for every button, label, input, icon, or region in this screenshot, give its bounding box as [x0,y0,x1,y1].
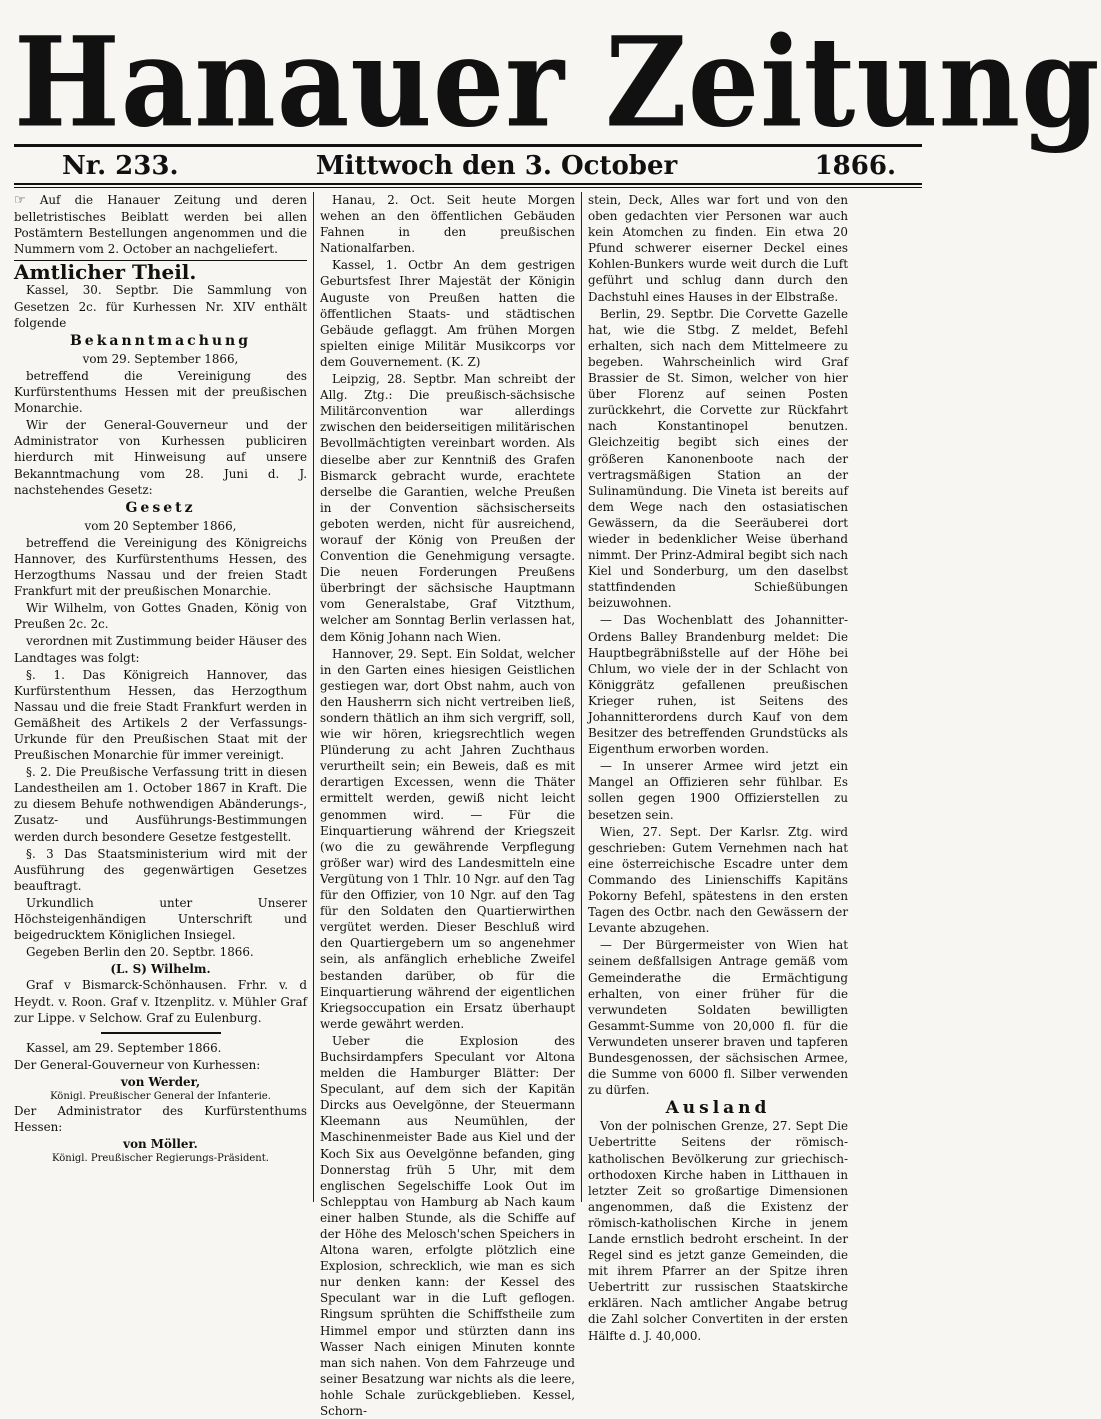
paragraph: verordnen mit Zustimmung beider Häuser des Landtages was folgt: [14,634,307,665]
issue-number: Nr. 233. [62,151,179,181]
gesetz-date: vom 20 September 1866, [84,518,237,533]
paragraph: §. 2. Die Preußische Verfassung tritt in diesen Landestheilen am 1. October 1867 in Kraft. Die zu diesem Behufe nothwendigen Abänderungs-, Zusatz- und Ausführungs-Bestimmungen werden durch besondere Gesetze festgestellt. [14,765,307,844]
paragraph: Graf v Bismarck-Schönhausen. Frhr. v. d Heydt. v. Roon. Graf v. Itzenplitz. v. Mühler Graf zur Lippe. v Selchow. Graf zu Eulenburg. [14,978,307,1025]
article: stein, Deck, Alles war fort und von den oben gedachten vier Personen war auch kein Atomchen zu finden. Ein etwa 20 Pfund schwerer eiserner Deckel eines Kohlen-Bunkers wurde weit durch die Luft geführt und schlug dann durch den Dachstuhl eines Hauses in der Elbstraße. [588,193,848,304]
signature-moeller: von Möller. [123,1137,198,1152]
article: — Das Wochenblatt des Johannitter-Ordens Balley Brandenburg meldet: Die Hauptbegräbnißstelle auf der Höhe bei Chlum, wo viele der in der Schlacht von Königgrätz gefallenen preußischen Krieger ruhen, ist Seitens des Johannitterordens durch Kauf von dem Besitzer des betreffenden Grundstücks als Eigenthum erworben worden. [588,613,848,757]
separator [101,1032,221,1034]
paragraph: Der Administrator des Kurfürstenthums Hessen: [14,1103,307,1135]
section-title-ausland: Ausland [665,1098,771,1119]
article: Wien, 27. Sept. Der Karlsr. Ztg. wird geschrieben: Gutem Vernehmen nach hat eine österreichische Escadre unter dem Commando des Linienschiffs Kapitäns Pokorny Befehl, spätestens in den ersten Tagen des Octbr. nach den Gewässern der Levante abzugehen. [588,824,848,936]
column-3 [582,192,854,1343]
bekanntmachung-heading: Bekanntmachung [69,332,252,349]
paragraph: §. 3 Das Staatsministerium wird mit der Ausführung des gegenwärtigen Gesetzes beauftragt. [14,846,307,893]
article: Von der polnischen Grenze, 27. Sept Die Uebertritte Seitens der römisch-katholischen Bevölkerung zur griechisch-orthodoxen Kirche haben in Litthauen in letzter Zeit so großartige Dimensionen angenommen, daß die Existenz der römisch-katholischen Kirche in jenem Lande ernstlich bedroht erscheint. In der Regel sind es jetzt ganze Gemeinden, die mit ihrem Pfarrer an der Spitze ihren Uebertritt zur russischen Staatskirche erklären. Nach amtlicher Angabe betrug die Zahl solcher Convertiten in der ersten Hälfte d. J. 40,000. [588,1119,848,1343]
article: — In unserer Armee wird jetzt ein Mangel an Offizieren sehr fühlbar. Es sollen gegen 1900 Offizierstellen zu besetzen sein. [588,759,848,822]
section-title-official: Amtlicher Theil. [14,260,197,285]
column-2 [314,192,582,1419]
subscription-notice: ☞ Auf die Hanauer Zeitung und deren belletristisches Beiblatt werden bei allen Postämtern Bestellungen angenommen und die Nummern vom 2. October an nachgeliefert. [14,192,307,261]
article: Leipzig, 28. Septbr. Man schreibt der Allg. Ztg.: Die preußisch-sächsische Militärconvention war allerdings zwischen den beiderseitigen militärischen Bevollmächtigten vereinbart worden. Als dieselbe aber zur Kenntniß des Grafen Bismarck gebracht wurde, erachtete derselbe die Garantien, welche Preußen in der Convention sächsischerseits geboten werden, nicht für ausreichend, worauf der König von Preußen der Convention die Genehmigung versagte. Die neuen Forderungen Preußens überbringt der sächsische Hauptmann vom Generalstabe, Graf Vitzthum, welcher am Sonntag Berlin verlassen hat, dem König Johann nach Wien. [320,372,575,644]
signature-title: Königl. Preußischer Regierungs-Präsident. [52,1153,269,1165]
paragraph: betreffend die Vereinigung des Kurfürstenthums Hessen mit der preußischen Monarchie. [14,368,307,416]
article: Ueber die Explosion des Buchsirdampfers Speculant vor Altona melden die Hamburger Blätter: Der Speculant, auf dem sich der Kapitän Dircks aus Oevelgönne, der Steuermann Kleemann aus Neumühlen, der Maschinenmeister Bade aus Kiel und der Koch Six aus Oevelgönne befanden, ging Donnerstag früh 5 Uhr, mit dem englischen Segelschiffe Look Out im Schlepptau von Hamburg ab Nach kaum einer halben Stunde, als die Schiffe auf der Höhe des Melosch'schen Speichers in Altona waren, erfolgte plötzlich eine Explosion, schrecklich, wie man es sich nur denken kann: der Kessel des Speculant war in die Luft geflogen. Ringsum sprühten die Schiffstheile zum Himmel empor und stürzten dann ins Wasser Nach einigen Minuten konnte man sich nahen. Von dem Fahrzeuge und seiner Besatzung war nichts als die leere, hohle Schale zurückgeblieben. Kessel, Schorn- [320,1033,575,1419]
article: Hanau, 2. Oct. Seit heute Morgen wehen an den öffentlichen Gebäuden Fahnen in den preußischen Nationalfarben. [320,193,575,256]
article: Hannover, 29. Sept. Ein Soldat, welcher in den Garten eines hiesigen Geistlichen gestiegen war, dort Obst nahm, auch von den Hausherrn sich nicht vertreiben ließ, sondern thätlich an ihm sich vergriff, soll, wie wir hören, kriegsrechtlich wegen Plünderung zu acht Jahren Zuchthaus verurtheilt sein; ein Beweis, daß es mit derartigen Excessen, wenn die Thäter ermittelt werden, gewiß nicht leicht genommen wird. — Für die Einquartierung während der Kriegszeit (wo die zu gewährende Verpflegung größer war) wird des Landesmitteln eine Vergütung von 1 Thlr. 10 Ngr. auf den Tag für den Offizier, von 10 Ngr. auf den Tag für den Soldaten den Quartierwirthen vergütet werden. Dieser Beschluß wird den Quartiergebern um so angenehmer sein, als anfänglich erhebliche Zweifel bestanden darüber, ob für die Einquartierung während der eigentlichen Kriegsoccupation ein Ersatz überhaupt werde gewährt werden. [320,646,575,1031]
paragraph: §. 1. Das Königreich Hannover, das Kurfürstenthum Hessen, das Herzogthum Nassau und die freie Stadt Frankfurt werden in Gemäßheit des Artikels 2 der Verfassungs-Urkunde für den Preußischen Staat mit der Preußischen Monarchie für immer vereinigt. [14,667,307,763]
issue-year: 1866. [814,151,896,181]
paragraph: Wir der General-Gouverneur und der Administrator von Kurhessen publiciren hierdurch mit Hinweisung auf unsere Bekanntmachung vom 28. Juni d. J. nachstehendes Gesetz: [14,418,307,497]
signature-king: (L. S) Wilhelm. [110,962,211,977]
dateline-rule-thin [14,187,922,188]
gesetz-heading: Gesetz [125,499,196,516]
article: Kassel, 1. Octbr An dem gestrigen Geburtsfest Ihrer Majestät der Königin Auguste von Preußen hatten die öffentlichen Staats- und städtischen Gebäude geflaggt. Am frühen Morgen spielten einige Militär Musikcorps vor dem Gouvernement. (K. Z) [320,258,575,369]
paragraph: Kassel, 30. Septbr. Die Sammlung von Gesetzen 2c. für Kurhessen Nr. XIV enthält folgende [14,283,307,330]
paragraph: Gegeben Berlin den 20. Septbr. 1866. [26,945,254,960]
signature-werder: von Werder, [120,1074,201,1089]
paragraph: Wir Wilhelm, von Gottes Gnaden, König von Preußen 2c. 2c. [14,601,307,632]
bekanntmachung-date: vom 29. September 1866, [82,351,239,366]
paragraph: Kassel, am 29. September 1866. [26,1040,222,1055]
issue-date: Mittwoch den 3. October [315,151,678,181]
paragraph: Der General-Gouverneur von Kurhessen: [14,1057,261,1072]
article: Berlin, 29. Septbr. Die Corvette Gazelle hat, wie die Stbg. Z meldet, Befehl erhalten, sich nach dem Mittelmeere zu begeben. Wahrscheinlich wird Graf Brassier de St. Simon, welcher von hier über Florenz auf seinen Posten zurückkehrt, die Corvette zur Rückfahrt nach Konstantinopel benutzen. Gleichzeitig begibt sich eines der größeren Kanonenboote nach der vertragsmäßigen Station an der Sulinamündung. Die Vineta ist bereits auf dem Wege nach den ostasiatischen Gewässern, da die Seeräuberei dort wieder in bedenklicher Weise überhand nimmt. Der Prinz-Admiral begibt sich nach Kiel und Sonderburg, um den daselbst stattfindenden Schießübungen beizuwohnen. [588,306,848,611]
paragraph: Urkundlich unter Unserer Höchsteigenhändigen Unterschrift und beigedrucktem Königlichen Insiegel. [14,895,307,943]
column-1 [14,192,314,1202]
pointing-hand-icon: ☞ [14,193,26,208]
columns [14,192,922,1419]
article: — Der Bürgermeister von Wien hat seinem deßfallsigen Antrage gemäß vom Gemeinderathe die Ermächtigung erhalten, von einer früher für die verwundeten Soldaten bewilligten Gesammt-Summe von 20,000 fl. für die Verwundeten unserer braven und tapferen Bundesgenossen, der sächsischen Armee, die Summe von 6000 fl. Silber verwenden zu dürfen. [588,938,848,1098]
masthead-title: Hanauer Zeitung [14,11,1101,156]
paragraph: betreffend die Vereinigung des Königreichs Hannover, des Kurfürstenthums Hessen, des Herzogthums Nassau und der freien Stadt Frankfurt mit der preußischen Monarchie. [14,535,307,599]
signature-title: Königl. Preußischer General der Infanterie. [50,1090,271,1102]
dateline-rule [14,183,922,185]
